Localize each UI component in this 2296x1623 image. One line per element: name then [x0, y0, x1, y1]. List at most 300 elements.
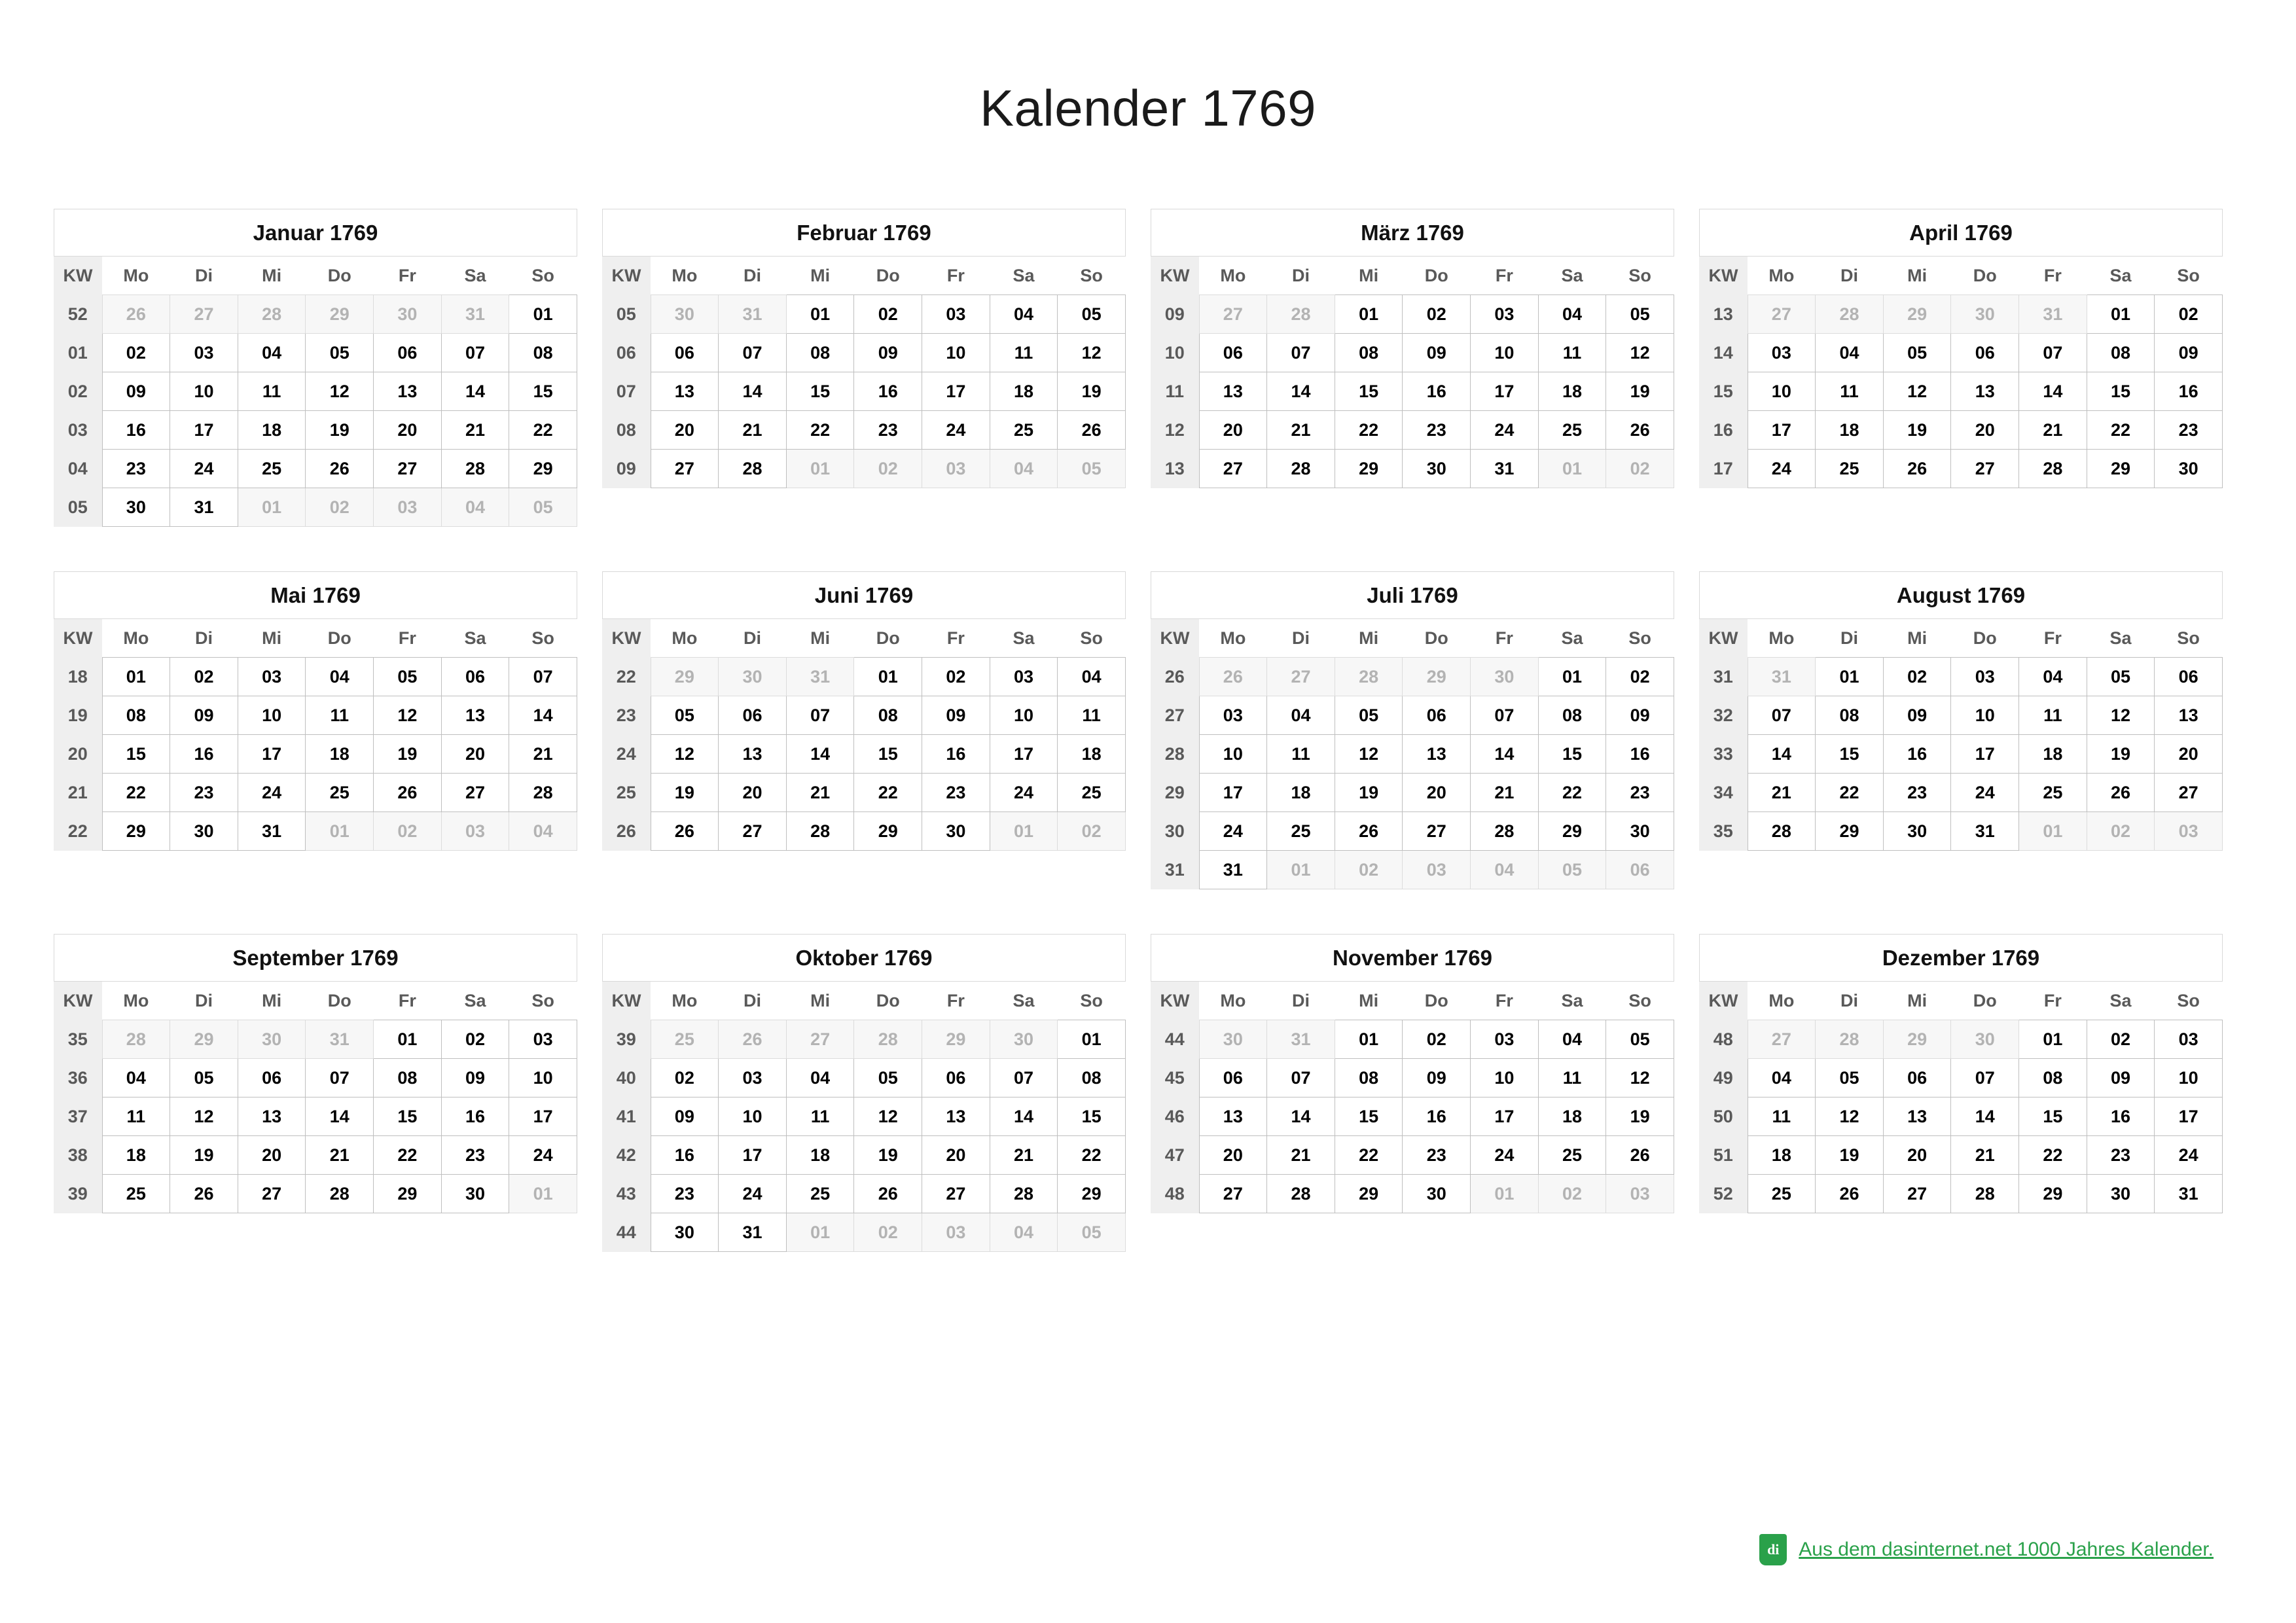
week-number-header: KW — [54, 257, 102, 295]
day-cell: 29 — [854, 812, 922, 851]
day-cell: 26 — [1335, 812, 1403, 851]
week-row — [602, 334, 1126, 372]
day-cell: 31 — [238, 812, 306, 851]
weekday-header-di: Di — [1816, 619, 1884, 658]
week-row — [1151, 851, 1674, 889]
day-cell: 18 — [2019, 735, 2087, 774]
day-cell: 18 — [1748, 1136, 1816, 1175]
day-cell: 27 — [1199, 450, 1267, 488]
week-number-cell: 22 — [602, 658, 651, 696]
week-row — [1151, 696, 1674, 735]
footer-source-link[interactable]: Aus dem dasinternet.net 1000 Jahres Kalender. — [1799, 1539, 2214, 1560]
month-block — [54, 934, 577, 1252]
day-cell-adjacent-month: 29 — [306, 295, 374, 334]
month-block — [1699, 934, 2223, 1252]
day-cell: 25 — [102, 1175, 170, 1213]
day-cell-adjacent-month: 02 — [1538, 1175, 1606, 1213]
day-cell: 16 — [2155, 372, 2223, 411]
day-cell: 26 — [306, 450, 374, 488]
day-cell: 20 — [719, 774, 787, 812]
day-cell: 12 — [1058, 334, 1126, 372]
day-cell: 17 — [1951, 735, 2019, 774]
day-cell: 22 — [509, 411, 577, 450]
day-cell-adjacent-month: 30 — [990, 1020, 1058, 1059]
day-cell: 21 — [2019, 411, 2087, 450]
day-cell-adjacent-month: 30 — [719, 658, 787, 696]
day-cell: 02 — [170, 658, 238, 696]
day-cell: 06 — [374, 334, 442, 372]
week-row — [1151, 658, 1674, 696]
week-number-cell: 16 — [1699, 411, 1748, 450]
week-number-cell: 45 — [1151, 1059, 1199, 1097]
weekday-header-sa: Sa — [990, 257, 1058, 295]
week-row — [1151, 774, 1674, 812]
weekday-header-row — [54, 982, 577, 1020]
day-cell-adjacent-month: 03 — [2155, 812, 2223, 851]
day-cell: 29 — [1538, 812, 1606, 851]
day-cell: 12 — [1816, 1097, 1884, 1136]
day-cell-adjacent-month: 28 — [1335, 658, 1403, 696]
day-cell: 21 — [509, 735, 577, 774]
day-cell: 13 — [238, 1097, 306, 1136]
week-row — [1699, 1097, 2223, 1136]
week-number-cell: 02 — [54, 372, 102, 411]
week-number-cell: 38 — [54, 1136, 102, 1175]
day-cell-adjacent-month: 28 — [1267, 295, 1335, 334]
day-cell: 17 — [1748, 411, 1816, 450]
day-cell-adjacent-month: 02 — [306, 488, 374, 527]
day-cell: 30 — [441, 1175, 509, 1213]
week-row — [602, 774, 1126, 812]
week-number-header: KW — [1151, 619, 1199, 658]
month-table — [54, 257, 577, 527]
day-cell: 19 — [854, 1136, 922, 1175]
weekday-header-mo: Mo — [1748, 257, 1816, 295]
day-cell: 16 — [651, 1136, 719, 1175]
day-cell: 22 — [1335, 411, 1403, 450]
day-cell: 01 — [786, 295, 854, 334]
day-cell: 14 — [719, 372, 787, 411]
week-row — [54, 812, 577, 851]
weekday-header-mi: Mi — [786, 982, 854, 1020]
week-number-cell: 30 — [1151, 812, 1199, 851]
day-cell-adjacent-month: 02 — [2087, 812, 2155, 851]
day-cell: 22 — [1816, 774, 1884, 812]
day-cell: 17 — [170, 411, 238, 450]
day-cell-adjacent-month: 01 — [786, 450, 854, 488]
day-cell: 30 — [922, 812, 990, 851]
weekday-header-fr: Fr — [2019, 619, 2087, 658]
day-cell: 05 — [1058, 295, 1126, 334]
day-cell: 25 — [306, 774, 374, 812]
day-cell: 27 — [719, 812, 787, 851]
day-cell: 27 — [441, 774, 509, 812]
day-cell: 04 — [1816, 334, 1884, 372]
day-cell: 12 — [1883, 372, 1951, 411]
month-table — [602, 982, 1126, 1252]
day-cell: 19 — [651, 774, 719, 812]
day-cell: 03 — [1199, 696, 1267, 735]
day-cell: 28 — [1471, 812, 1539, 851]
day-cell: 08 — [854, 696, 922, 735]
week-number-cell: 43 — [602, 1175, 651, 1213]
week-number-cell: 05 — [54, 488, 102, 527]
weekday-header-so: So — [509, 982, 577, 1020]
weekday-header-sa: Sa — [1538, 257, 1606, 295]
day-cell: 01 — [1538, 658, 1606, 696]
week-row — [1699, 1175, 2223, 1213]
week-number-cell: 42 — [602, 1136, 651, 1175]
day-cell: 26 — [1606, 1136, 1674, 1175]
day-cell: 06 — [1951, 334, 2019, 372]
day-cell-adjacent-month: 29 — [1883, 295, 1951, 334]
day-cell: 15 — [1058, 1097, 1126, 1136]
day-cell: 03 — [1471, 295, 1539, 334]
weekday-header-di: Di — [170, 982, 238, 1020]
day-cell: 10 — [922, 334, 990, 372]
day-cell: 30 — [651, 1213, 719, 1252]
weekday-header-fr: Fr — [1471, 257, 1539, 295]
week-number-cell: 09 — [602, 450, 651, 488]
day-cell: 19 — [374, 735, 442, 774]
day-cell: 15 — [102, 735, 170, 774]
day-cell: 20 — [1951, 411, 2019, 450]
day-cell: 12 — [170, 1097, 238, 1136]
week-row — [1151, 295, 1674, 334]
week-number-cell: 39 — [602, 1020, 651, 1059]
day-cell-adjacent-month: 01 — [306, 812, 374, 851]
week-row — [602, 696, 1126, 735]
day-cell: 26 — [1058, 411, 1126, 450]
day-cell: 16 — [102, 411, 170, 450]
week-number-cell: 09 — [1151, 295, 1199, 334]
day-cell: 15 — [854, 735, 922, 774]
day-cell: 08 — [2087, 334, 2155, 372]
weekday-header-do: Do — [1951, 257, 2019, 295]
day-cell: 01 — [102, 658, 170, 696]
day-cell: 28 — [2019, 450, 2087, 488]
weekday-header-so: So — [1606, 982, 1674, 1020]
day-cell: 25 — [786, 1175, 854, 1213]
day-cell: 22 — [102, 774, 170, 812]
week-row — [54, 1136, 577, 1175]
week-number-cell: 05 — [602, 295, 651, 334]
day-cell: 23 — [1403, 1136, 1471, 1175]
day-cell: 25 — [990, 411, 1058, 450]
week-row — [54, 372, 577, 411]
week-number-header: KW — [1699, 982, 1748, 1020]
day-cell: 27 — [374, 450, 442, 488]
month-title: April 1769 — [1699, 209, 2223, 257]
day-cell: 06 — [719, 696, 787, 735]
dasinternet-logo-icon: di — [1759, 1534, 1787, 1565]
weekday-header-mo: Mo — [1199, 257, 1267, 295]
week-number-cell: 13 — [1151, 450, 1199, 488]
month-title: Juli 1769 — [1151, 571, 1674, 619]
week-number-cell: 17 — [1699, 450, 1748, 488]
day-cell: 07 — [1267, 1059, 1335, 1097]
day-cell-adjacent-month: 29 — [1403, 658, 1471, 696]
weekday-header-mi: Mi — [1883, 982, 1951, 1020]
weekday-header-so: So — [1058, 982, 1126, 1020]
weekday-header-mo: Mo — [102, 257, 170, 295]
day-cell: 27 — [1951, 450, 2019, 488]
day-cell: 23 — [170, 774, 238, 812]
week-row — [1151, 812, 1674, 851]
day-cell: 21 — [1267, 1136, 1335, 1175]
weekday-header-row — [602, 257, 1126, 295]
day-cell-adjacent-month: 03 — [1403, 851, 1471, 889]
day-cell: 30 — [170, 812, 238, 851]
day-cell: 07 — [990, 1059, 1058, 1097]
day-cell: 30 — [2087, 1175, 2155, 1213]
weekday-header-fr: Fr — [922, 982, 990, 1020]
weekday-header-row — [1151, 257, 1674, 295]
day-cell: 05 — [1606, 1020, 1674, 1059]
weekday-header-mo: Mo — [1748, 982, 1816, 1020]
day-cell: 16 — [441, 1097, 509, 1136]
day-cell: 04 — [786, 1059, 854, 1097]
day-cell: 01 — [1058, 1020, 1126, 1059]
day-cell: 20 — [1199, 1136, 1267, 1175]
day-cell-adjacent-month: 29 — [651, 658, 719, 696]
month-title: Februar 1769 — [602, 209, 1126, 257]
day-cell: 17 — [922, 372, 990, 411]
day-cell: 18 — [1267, 774, 1335, 812]
week-number-header: KW — [1699, 257, 1748, 295]
week-number-header: KW — [1699, 619, 1748, 658]
week-row — [54, 295, 577, 334]
day-cell: 11 — [1748, 1097, 1816, 1136]
day-cell-adjacent-month: 02 — [1606, 450, 1674, 488]
week-number-cell: 12 — [1151, 411, 1199, 450]
day-cell: 10 — [170, 372, 238, 411]
day-cell-adjacent-month: 31 — [719, 295, 787, 334]
week-row — [602, 1213, 1126, 1252]
day-cell: 07 — [2019, 334, 2087, 372]
weekday-header-mi: Mi — [238, 619, 306, 658]
day-cell: 07 — [441, 334, 509, 372]
day-cell: 06 — [1199, 334, 1267, 372]
weekday-header-di: Di — [170, 619, 238, 658]
week-number-cell: 22 — [54, 812, 102, 851]
day-cell: 06 — [1883, 1059, 1951, 1097]
day-cell: 16 — [170, 735, 238, 774]
day-cell: 10 — [1471, 1059, 1539, 1097]
week-number-cell: 48 — [1699, 1020, 1748, 1059]
day-cell-adjacent-month: 04 — [1471, 851, 1539, 889]
day-cell: 13 — [1883, 1097, 1951, 1136]
day-cell: 02 — [1883, 658, 1951, 696]
day-cell: 06 — [651, 334, 719, 372]
day-cell: 23 — [651, 1175, 719, 1213]
weekday-header-di: Di — [1816, 982, 1884, 1020]
day-cell: 19 — [1883, 411, 1951, 450]
day-cell: 02 — [651, 1059, 719, 1097]
weekday-header-fr: Fr — [374, 257, 442, 295]
day-cell: 06 — [238, 1059, 306, 1097]
day-cell: 08 — [1816, 696, 1884, 735]
month-table — [1699, 257, 2223, 488]
day-cell: 15 — [374, 1097, 442, 1136]
week-row — [54, 334, 577, 372]
day-cell: 15 — [786, 372, 854, 411]
day-cell: 31 — [1199, 851, 1267, 889]
day-cell: 21 — [719, 411, 787, 450]
day-cell: 05 — [374, 658, 442, 696]
day-cell: 26 — [170, 1175, 238, 1213]
day-cell: 10 — [990, 696, 1058, 735]
day-cell: 27 — [651, 450, 719, 488]
day-cell: 14 — [1267, 372, 1335, 411]
weekday-header-mi: Mi — [786, 257, 854, 295]
day-cell: 21 — [990, 1136, 1058, 1175]
day-cell: 26 — [1883, 450, 1951, 488]
weekday-header-di: Di — [719, 257, 787, 295]
week-row — [602, 372, 1126, 411]
day-cell: 26 — [2087, 774, 2155, 812]
weekday-header-fr: Fr — [2019, 257, 2087, 295]
day-cell: 29 — [1816, 812, 1884, 851]
day-cell: 24 — [1951, 774, 2019, 812]
day-cell-adjacent-month: 28 — [238, 295, 306, 334]
day-cell: 15 — [509, 372, 577, 411]
day-cell: 20 — [1883, 1136, 1951, 1175]
day-cell: 12 — [1606, 334, 1674, 372]
day-cell-adjacent-month: 27 — [1199, 295, 1267, 334]
weekday-header-so: So — [509, 257, 577, 295]
week-number-cell: 28 — [1151, 735, 1199, 774]
weekday-header-do: Do — [306, 619, 374, 658]
day-cell-adjacent-month: 29 — [1883, 1020, 1951, 1059]
day-cell: 28 — [1267, 1175, 1335, 1213]
week-row — [1699, 450, 2223, 488]
week-row — [1699, 295, 2223, 334]
day-cell: 29 — [2087, 450, 2155, 488]
week-row — [1699, 812, 2223, 851]
weekday-header-di: Di — [719, 619, 787, 658]
day-cell: 18 — [102, 1136, 170, 1175]
week-number-cell: 35 — [54, 1020, 102, 1059]
weekday-header-sa: Sa — [990, 619, 1058, 658]
day-cell: 08 — [102, 696, 170, 735]
day-cell-adjacent-month: 31 — [786, 658, 854, 696]
day-cell: 25 — [1538, 411, 1606, 450]
week-number-cell: 08 — [602, 411, 651, 450]
day-cell: 09 — [854, 334, 922, 372]
weekday-header-di: Di — [719, 982, 787, 1020]
page-title: Kalender 1769 — [980, 79, 1316, 137]
day-cell: 11 — [990, 334, 1058, 372]
day-cell: 10 — [509, 1059, 577, 1097]
month-title: Juni 1769 — [602, 571, 1126, 619]
day-cell-adjacent-month: 30 — [1471, 658, 1539, 696]
weekday-header-do: Do — [306, 982, 374, 1020]
week-number-cell: 29 — [1151, 774, 1199, 812]
month-title: März 1769 — [1151, 209, 1674, 257]
day-cell: 12 — [854, 1097, 922, 1136]
weekday-header-mo: Mo — [102, 619, 170, 658]
week-row — [1699, 774, 2223, 812]
day-cell-adjacent-month: 26 — [102, 295, 170, 334]
weekday-header-row — [54, 257, 577, 295]
day-cell-adjacent-month: 31 — [306, 1020, 374, 1059]
day-cell: 02 — [1403, 1020, 1471, 1059]
day-cell-adjacent-month: 26 — [1199, 658, 1267, 696]
day-cell: 08 — [1335, 1059, 1403, 1097]
day-cell-adjacent-month: 05 — [1058, 450, 1126, 488]
day-cell: 04 — [306, 658, 374, 696]
day-cell: 05 — [1816, 1059, 1884, 1097]
day-cell: 09 — [1403, 334, 1471, 372]
day-cell: 06 — [441, 658, 509, 696]
day-cell: 21 — [1951, 1136, 2019, 1175]
day-cell: 19 — [1335, 774, 1403, 812]
week-number-cell: 32 — [1699, 696, 1748, 735]
day-cell: 24 — [238, 774, 306, 812]
week-row — [602, 411, 1126, 450]
day-cell: 09 — [1606, 696, 1674, 735]
day-cell: 05 — [306, 334, 374, 372]
day-cell: 06 — [2155, 658, 2223, 696]
day-cell-adjacent-month: 30 — [238, 1020, 306, 1059]
day-cell: 09 — [1403, 1059, 1471, 1097]
day-cell: 08 — [1058, 1059, 1126, 1097]
day-cell: 10 — [1199, 735, 1267, 774]
week-row — [54, 1097, 577, 1136]
day-cell-adjacent-month: 03 — [1606, 1175, 1674, 1213]
month-block — [602, 934, 1126, 1252]
weekday-header-row — [1151, 619, 1674, 658]
day-cell: 23 — [922, 774, 990, 812]
month-block — [602, 571, 1126, 889]
day-cell-adjacent-month: 01 — [990, 812, 1058, 851]
weekday-header-row — [1699, 619, 2223, 658]
week-number-cell: 46 — [1151, 1097, 1199, 1136]
week-row — [1699, 735, 2223, 774]
week-row — [602, 450, 1126, 488]
day-cell: 03 — [719, 1059, 787, 1097]
week-row — [1699, 696, 2223, 735]
weekday-header-so: So — [2155, 982, 2223, 1020]
day-cell: 12 — [374, 696, 442, 735]
day-cell: 05 — [1883, 334, 1951, 372]
day-cell-adjacent-month: 28 — [854, 1020, 922, 1059]
day-cell: 31 — [1951, 812, 2019, 851]
day-cell: 18 — [238, 411, 306, 450]
month-table — [54, 619, 577, 851]
day-cell: 09 — [922, 696, 990, 735]
day-cell-adjacent-month: 31 — [441, 295, 509, 334]
day-cell: 30 — [2155, 450, 2223, 488]
day-cell: 25 — [1816, 450, 1884, 488]
day-cell: 17 — [990, 735, 1058, 774]
weekday-header-do: Do — [1951, 982, 2019, 1020]
week-row — [1151, 334, 1674, 372]
weekday-header-do: Do — [854, 982, 922, 1020]
day-cell: 26 — [651, 812, 719, 851]
day-cell: 22 — [2087, 411, 2155, 450]
day-cell: 17 — [719, 1136, 787, 1175]
day-cell: 23 — [102, 450, 170, 488]
day-cell: 21 — [306, 1136, 374, 1175]
day-cell: 03 — [1471, 1020, 1539, 1059]
day-cell-adjacent-month: 31 — [1267, 1020, 1335, 1059]
day-cell: 05 — [2087, 658, 2155, 696]
day-cell: 24 — [990, 774, 1058, 812]
month-block — [1151, 571, 1674, 889]
day-cell: 07 — [306, 1059, 374, 1097]
